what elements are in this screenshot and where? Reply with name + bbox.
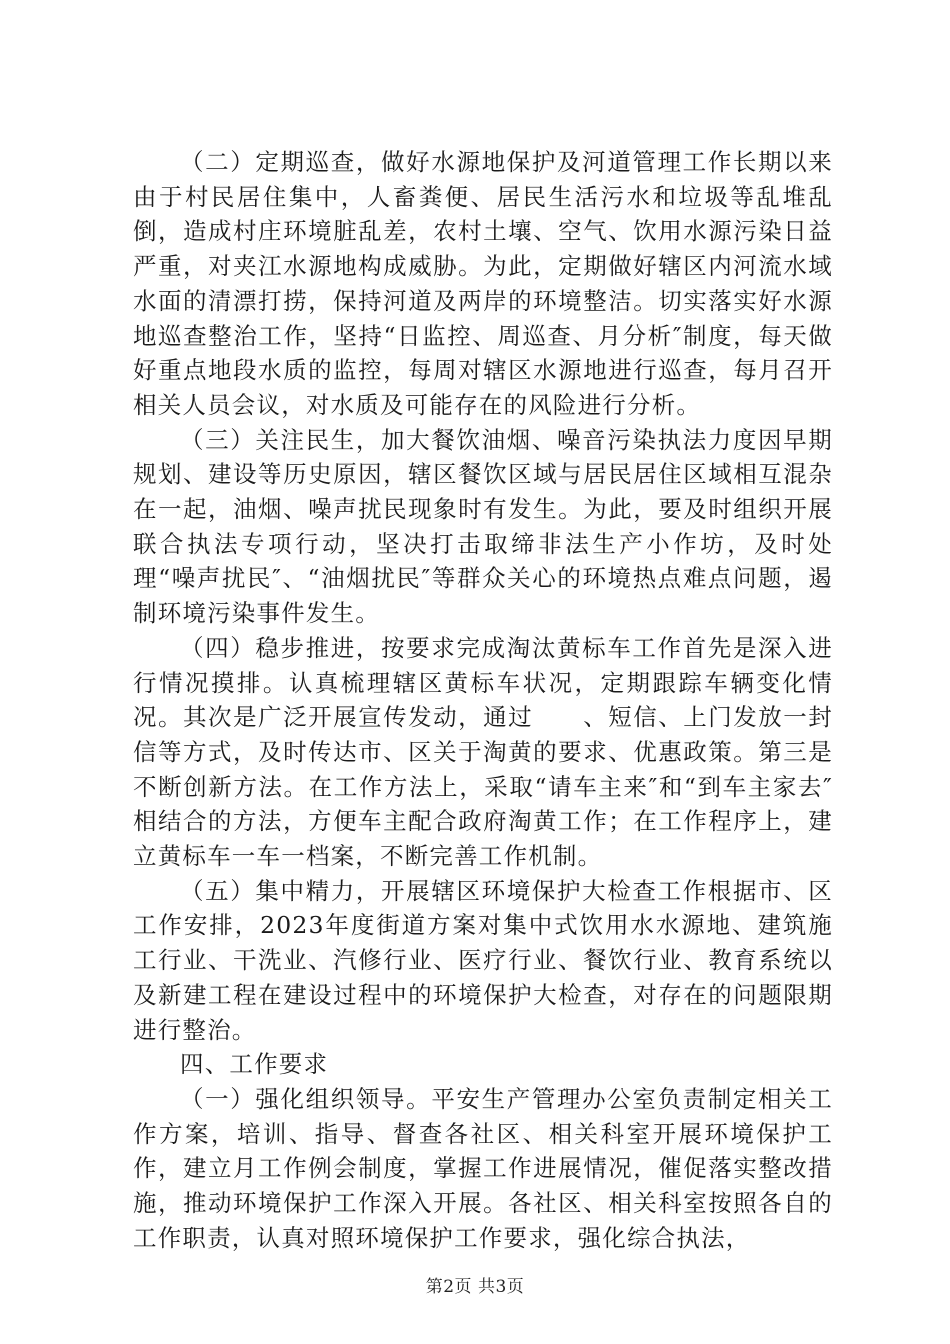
paragraph-livelihood-noise: （三）关注民生，加大餐饮油烟、噪音污染执法力度因早期规划、建设等历史原因，辖区餐饮区域与居民居住区域相互混杂在一起，油烟、噪声扰民现象时有发生。为此，要及时组织开展联合执法专项行动，坚决打击取缔非法生产小作坊，及时处理“噪声扰民″、“油烟扰民″等群众关心的环境热点难点问题，遏制环境污染事件发生。 (133, 425, 833, 628)
page-footer: 第2页 共3页 (425, 1277, 525, 1297)
paragraph-yellow-label-vehicles: （四）稳步推进，按要求完成淘汰黄标车工作首先是深入进行情况摸排。认真梳理辖区黄标车状况，定期跟踪车辆变化情况。其次是广泛开展宣传发动，通过 、短信、上门发放一封信等方式，及时传达市、区关于淘黄的要求、优惠政策。第三是不断创新方法。在工作方法上，采取“请车主来″和“到车主家去″相结合的方法，方便车主配合政府淘黄工作；在工作程序上，建立黄标车一车一档案，不断完善工作机制。 (133, 633, 833, 871)
paragraph-patrol-water-source: （二）定期巡查，做好水源地保护及河道管理工作长期以来由于村民居住集中，人畜粪便、居民生活污水和垃圾等乱堆乱倒，造成村庄环境脏乱差，农村土壤、空气、饮用水源污染日益严重，对夹江水源地构成威胁。为此，定期做好辖区内河流水域水面的清漂打捞，保持河道及两岸的环境整洁。切实落实好水源地巡查整治工作，坚持“日监控、周巡查、月分析″制度，每天做好重点地段水质的监控，每周对辖区水源地进行巡查，每月召开相关人员会议，对水质及可能存在的风险进行分析。 (133, 148, 833, 419)
section-heading-work-requirements: 四、工作要求 (180, 1050, 329, 1079)
document-body (133, 145, 833, 1256)
paragraph-organization-leadership: （一）强化组织领导。平安生产管理办公室负责制定相关工作方案，培训、指导、督查各社区、相关科室开展环境保护工作，建立月工作例会制度，掌握工作进展情况，催促落实整改措施，推动环境保护工作深入开展。各社区、相关科室按照各自的工作职责，认真对照环境保护工作要求，强化综合执法， (133, 1084, 833, 1252)
paragraph-environment-inspection: （五）集中精力，开展辖区环境保护大检查工作根据市、区工作安排，2023年度街道方案对集中式饮用水水源地、建筑施工行业、干洗业、汽修行业、医疗行业、餐饮行业、教育系统以及新建工程在建设过程中的环境保护大检查，对存在的问题限期进行整治。 (133, 876, 833, 1044)
